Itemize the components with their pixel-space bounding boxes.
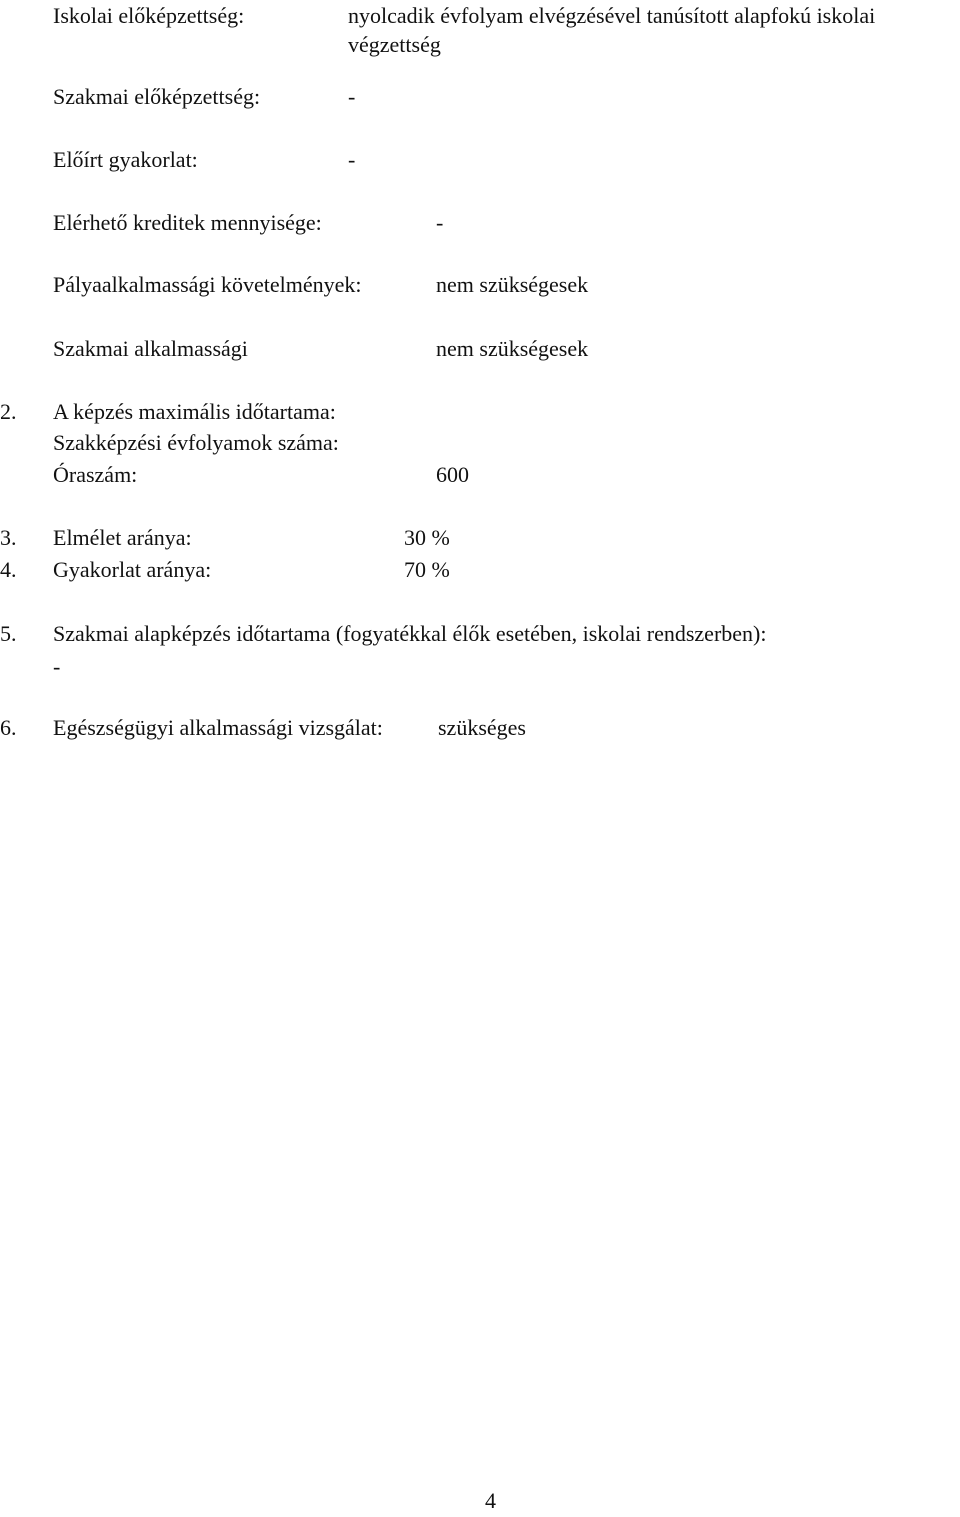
- section-2-number: 2.: [0, 399, 17, 424]
- iskolai-value-line1: nyolcadik évfolyam elvégzésével tanúsított alapfokú iskolai: [348, 3, 876, 28]
- section-5-number: 5.: [0, 621, 17, 646]
- szakmai-alkalmassag-label: Szakmai alkalmassági: [53, 336, 248, 361]
- elmelet-aranya-value: 30 %: [404, 525, 450, 550]
- evfolyamok-szama-label: Szakképzési évfolyamok száma:: [53, 430, 339, 455]
- oraszam-value: 600: [436, 462, 469, 487]
- iskolai-value-line2: végzettség: [348, 32, 441, 57]
- palyaalkalmassag-label: Pályaalkalmassági követelmények:: [53, 272, 362, 297]
- section-3-number: 3.: [0, 525, 17, 550]
- section-4-number: 4.: [0, 557, 17, 582]
- alapkepzes-idotartam-label: Szakmai alapképzés időtartama (fogyatékkal élők esetében, iskolai rendszerben):: [53, 621, 767, 646]
- iskolai-label: Iskolai előképzettség:: [53, 3, 245, 28]
- kreditek-label: Elérhető kreditek mennyisége:: [53, 210, 322, 235]
- egeszsegugyi-vizsgalat-label: Egészségügyi alkalmassági vizsgálat:: [53, 715, 383, 740]
- oraszam-label: Óraszám:: [53, 462, 138, 487]
- egeszsegugyi-vizsgalat-value: szükséges: [438, 715, 526, 740]
- szakmai-eloképzettseg-label: Szakmai előképzettség:: [53, 84, 261, 109]
- page-number: 4: [485, 1488, 496, 1513]
- gyakorlat-aranya-value: 70 %: [404, 557, 450, 582]
- section-6-number: 6.: [0, 715, 17, 740]
- eloirt-gyakorlat-value: -: [348, 147, 356, 172]
- kreditek-value: -: [436, 210, 444, 235]
- elmelet-aranya-label: Elmélet aránya:: [53, 525, 192, 550]
- palyaalkalmassag-value: nem szükségesek: [436, 272, 589, 297]
- max-idotartam-label: A képzés maximális időtartama:: [53, 399, 336, 424]
- alapkepzes-idotartam-value: -: [53, 654, 61, 679]
- gyakorlat-aranya-label: Gyakorlat aránya:: [53, 557, 212, 582]
- szakmai-alkalmassag-value: nem szükségesek: [436, 336, 589, 361]
- szakmai-eloképzettseg-value: -: [348, 84, 356, 109]
- eloirt-gyakorlat-label: Előírt gyakorlat:: [53, 147, 198, 172]
